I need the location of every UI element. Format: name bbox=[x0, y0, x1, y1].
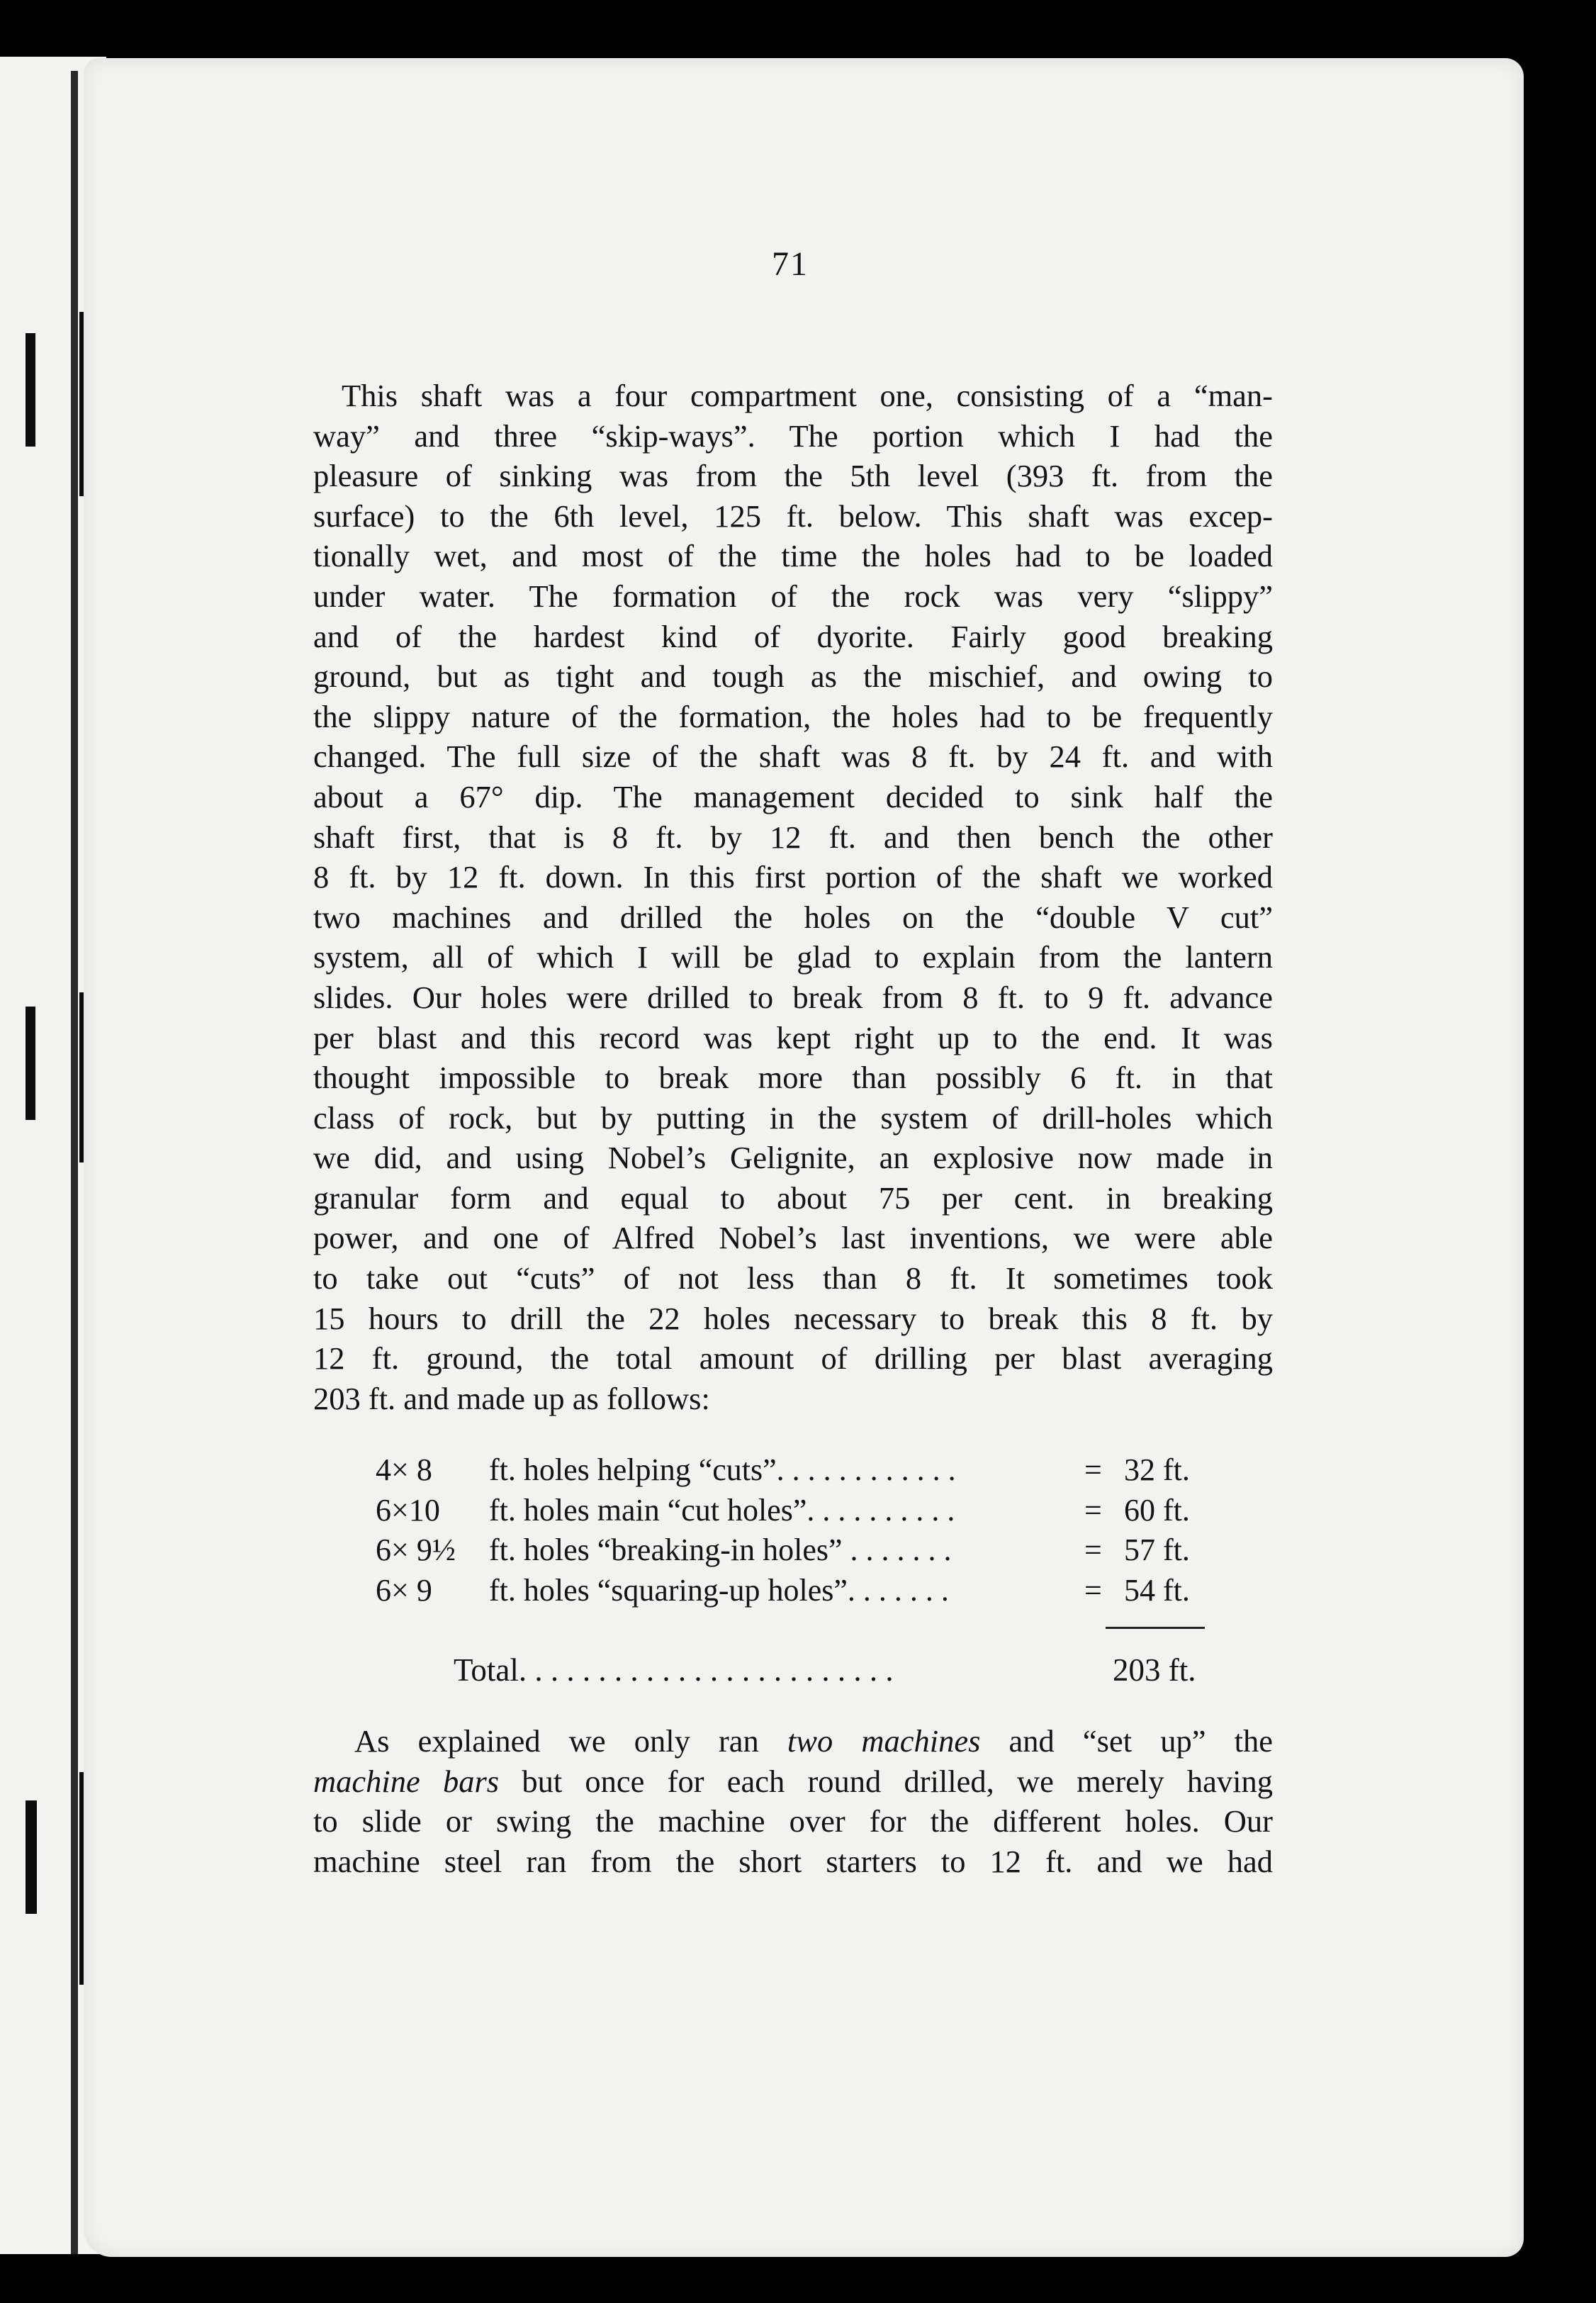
page-gutter-shadow bbox=[71, 71, 78, 2254]
text-line: changed. The full size of the shaft was 8 ft. by 24 ft. and with bbox=[313, 739, 1273, 775]
text-span: and “set up” the bbox=[980, 1723, 1273, 1759]
paragraph-2 bbox=[313, 1721, 1273, 1881]
total-value: 203 ft. bbox=[1113, 1652, 1196, 1688]
drilling-table bbox=[376, 1450, 1226, 1610]
text-line: shaft first, that is 8 ft. by 12 ft. and then bench the other bbox=[313, 819, 1273, 855]
table-cell-eq: = bbox=[1084, 1532, 1102, 1568]
text-line: two machines and drilled the holes on the “double V cut” bbox=[313, 899, 1273, 935]
text-line: to take out “cuts” of not less than 8 ft. It sometimes took bbox=[313, 1260, 1273, 1296]
text-line: surface) to the 6th level, 125 ft. below. This shaft was excep- bbox=[313, 498, 1273, 534]
text-line: system, all of which I will be glad to explain from the lantern bbox=[313, 939, 1273, 975]
text-line: slides. Our holes were drilled to break from 8 ft. to 9 ft. advance bbox=[313, 979, 1273, 1015]
table-cell-desc: ft. holes helping “cuts”. . . . . . . . . . . . bbox=[489, 1452, 956, 1487]
text-line: granular form and equal to about 75 per cent. in breaking bbox=[313, 1179, 1273, 1216]
table-row bbox=[376, 1530, 1226, 1571]
table-row bbox=[376, 1571, 1226, 1611]
table-cell-mult: 4× 8 bbox=[376, 1452, 432, 1487]
text-line: class of rock, but by putting in the system of drill-holes which bbox=[313, 1099, 1273, 1136]
text-line: under water. The formation of the rock was very “slippy” bbox=[313, 578, 1273, 614]
text-line: tionally wet, and most of the time the holes had to be loaded bbox=[313, 538, 1273, 574]
text-line: thought impossible to break more than possibly 6 ft. in that bbox=[313, 1060, 1273, 1096]
table-cell-eq: = bbox=[1084, 1452, 1102, 1487]
table-cell-mult: 6×10 bbox=[376, 1492, 440, 1528]
text-line: to slide or swing the machine over for the different holes. Our bbox=[313, 1803, 1273, 1839]
text-line: per blast and this record was kept right up to the end. It was bbox=[313, 1019, 1273, 1055]
text-line: 12 ft. ground, the total amount of drilling per blast averaging bbox=[313, 1340, 1273, 1377]
text-line: we did, and using Nobel’s Gelignite, an explosive now made in bbox=[313, 1140, 1273, 1176]
italic-span: two machines bbox=[787, 1723, 981, 1759]
ink-blot bbox=[26, 1800, 37, 1914]
sum-rule bbox=[1106, 1627, 1205, 1629]
table-cell-desc: ft. holes “breaking-in holes” . . . . . . . bbox=[489, 1532, 952, 1568]
paragraph-1 bbox=[313, 376, 1273, 1418]
table-cell-mult: 6× 9 bbox=[376, 1572, 432, 1608]
table-row bbox=[376, 1450, 1226, 1491]
text-line bbox=[313, 1761, 1273, 1802]
text-line: machine steel ran from the short starters to 12 ft. and we had bbox=[313, 1843, 1273, 1879]
text-line: way” and three “skip-ways”. The portion which I had the bbox=[313, 418, 1273, 454]
table-cell-val: 57 ft. bbox=[1124, 1532, 1190, 1568]
text-span: but once for each round drilled, we merely having bbox=[499, 1763, 1273, 1799]
table-cell-desc: ft. holes “squaring-up holes”. . . . . . . bbox=[489, 1572, 949, 1608]
italic-span: machine bars bbox=[313, 1763, 500, 1799]
table-cell-val: 32 ft. bbox=[1124, 1452, 1190, 1487]
text-span: As explained we only ran bbox=[354, 1723, 787, 1759]
text-line: pleasure of sinking was from the 5th level (393 ft. from the bbox=[313, 458, 1273, 494]
text-line: 15 hours to drill the 22 holes necessary to break this 8 ft. by bbox=[313, 1300, 1273, 1336]
table-cell-eq: = bbox=[1084, 1572, 1102, 1608]
table-row bbox=[376, 1491, 1226, 1531]
page-number: 71 bbox=[772, 245, 809, 283]
table-cell-val: 60 ft. bbox=[1124, 1492, 1190, 1528]
text-line: 203 ft. and made up as follows: bbox=[313, 1380, 710, 1416]
text-line: and of the hardest kind of dyorite. Fairly good breaking bbox=[313, 618, 1273, 654]
total-label: Total. . . . . . . . . . . . . . . . . . . . . . . . bbox=[454, 1652, 894, 1688]
text-line: the slippy nature of the formation, the holes had to be frequently bbox=[313, 698, 1273, 734]
total-row bbox=[454, 1652, 1233, 1694]
text-line: 8 ft. by 12 ft. down. In this first portion of the shaft we worked bbox=[313, 859, 1273, 895]
text-line: This shaft was a four compartment one, consisting of a “man- bbox=[342, 378, 1273, 413]
ink-blot bbox=[26, 1007, 35, 1120]
table-cell-val: 54 ft. bbox=[1124, 1572, 1190, 1608]
ink-blot bbox=[26, 333, 35, 447]
text-line: about a 67° dip. The management decided to sink half the bbox=[313, 778, 1273, 814]
text-line: ground, but as tight and tough as the mischief, and owing to bbox=[313, 659, 1273, 695]
text-line: power, and one of Alfred Nobel’s last inventions, we were able bbox=[313, 1220, 1273, 1256]
table-cell-desc: ft. holes main “cut holes”. . . . . . . . . . bbox=[489, 1492, 955, 1528]
table-cell-mult: 6× 9½ bbox=[376, 1532, 456, 1568]
table-cell-eq: = bbox=[1084, 1492, 1102, 1528]
text-line bbox=[313, 1721, 1273, 1761]
